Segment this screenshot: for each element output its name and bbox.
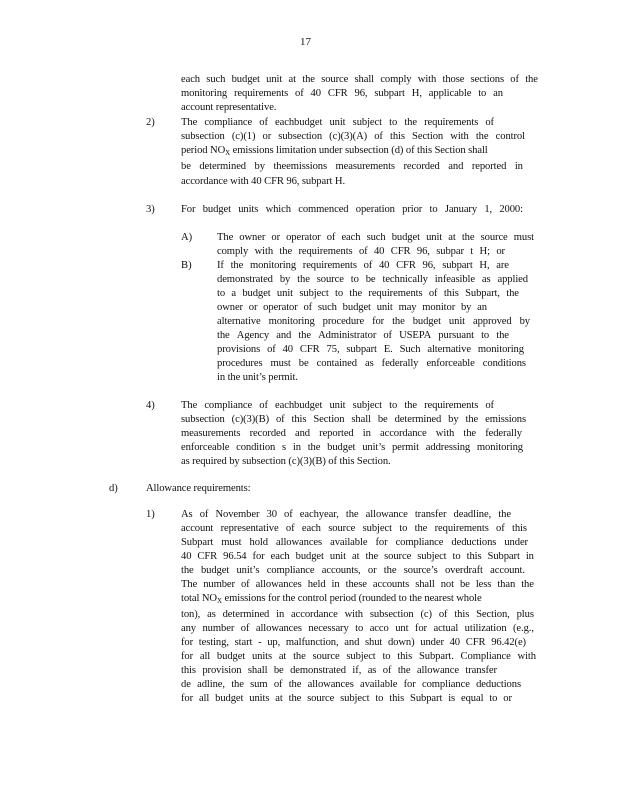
- item-number: 3): [146, 204, 155, 215]
- item-c3a-line: comply with the requirements of 40 CFR 96, subpar t H; or: [217, 246, 505, 257]
- item-c4-line: subsection (c)(3)(B) of this Section shall be determined by the emissions: [181, 414, 526, 425]
- item-d1-line: de adline, the sum of the allowances available for compliance deductions: [181, 679, 521, 690]
- item-c3b-line: If the monitoring requirements of 40 CFR 96, subpart H, are: [217, 260, 509, 271]
- item-d1-line: [181, 592, 538, 605]
- nox-label: total NO: [181, 593, 217, 604]
- item-number: 4): [146, 400, 155, 411]
- item-c3b-line: demonstrated by the source to be technically infeasible as applied: [217, 274, 528, 285]
- item-d1-line: ton), as determined in accordance with subsection (c) of this Section, plus: [181, 609, 534, 620]
- intro-line: each such budget unit at the source shall comply with those sections of the: [181, 74, 538, 85]
- item-number: 2): [146, 117, 155, 128]
- item-c2-line: accordance with 40 CFR 96, subpart H.: [181, 176, 346, 187]
- section-heading: Allowance requirements:: [146, 483, 251, 494]
- item-c4-line: The compliance of eachbudget unit subject to the requirements of: [181, 400, 494, 411]
- item-c3a-line: The owner or operator of each such budget unit at the source must: [217, 232, 534, 243]
- item-c3-text: For budget units which commenced operation prior to January 1, 2000:: [181, 204, 523, 215]
- nox-subscript: X: [225, 149, 231, 157]
- item-c3b-line: to a budget unit subject to the requirements of this Subpart, the: [217, 288, 519, 299]
- item-c4-line: as required by subsection (c)(3)(B) of this Section.: [181, 456, 391, 467]
- nox-subscript: X: [216, 597, 222, 605]
- item-c2-line-rest: emissions limitation under subsection (d) of this Section shall: [232, 145, 488, 156]
- item-d1-line: for all budget units at the source subject to this Subpart. Compliance with: [181, 651, 536, 662]
- item-d1-line: account representative of each source subject to the requirements of this: [181, 523, 527, 534]
- sub-letter: B): [181, 260, 192, 271]
- item-c3b-line: procedures must be contained as federally enforceable conditions: [217, 358, 526, 369]
- intro-line: monitoring requirements of 40 CFR 96, subpart H, applicable to an: [181, 88, 503, 99]
- item-d1-line: for testing, start - up, malfunction, and shut down) under 40 CFR 96.42(e): [181, 637, 526, 648]
- item-d1-line: for all budget units at the source subject to this Subpart is equal to or: [181, 693, 512, 704]
- nox-label: period NO: [181, 145, 226, 156]
- item-c2-line: subsection (c)(1) or subsection (c)(3)(A) of this Section with the control: [181, 131, 525, 142]
- item-c2-line: [181, 144, 538, 157]
- item-c4-line: enforceable condition s in the budget unit’s permit addressing monitoring: [181, 442, 523, 453]
- item-d1-line: As of November 30 of eachyear, the allowance transfer deadline, the: [181, 509, 511, 520]
- item-d1-line-rest: emissions for the control period (rounded to the nearest whole: [224, 593, 482, 604]
- item-d1-line: 40 CFR 96.54 for each budget unit at the source subject to this Subpart in: [181, 551, 534, 562]
- item-c2-line: The compliance of eachbudget unit subject to the requirements of: [181, 117, 494, 128]
- item-c3b-line: provisions of 40 CFR 75, subpart E. Such alternative monitoring: [217, 344, 524, 355]
- item-d1-line: Subpart must hold allowances available for compliance deductions under: [181, 537, 528, 548]
- sub-letter: A): [181, 232, 193, 243]
- item-d1-line: this provision shall be demonstrated if, as of the allowance transfer: [181, 665, 497, 676]
- section-letter: d): [109, 483, 118, 494]
- item-d1-line: any number of allowances necessary to acco unt for actual utilization (e.g.,: [181, 623, 534, 634]
- item-c2-line: be determined by theemissions measurements recorded and reported in: [181, 161, 523, 172]
- item-d1-line: the budget unit’s compliance accounts, or the source’s overdraft account.: [181, 565, 525, 576]
- page-number: 17: [300, 36, 311, 48]
- item-d1-line: The number of allowances held in these accounts shall not be less than the: [181, 579, 534, 590]
- item-c3b-line: in the unit’s permit.: [217, 372, 298, 383]
- item-c3b-line: the Agency and the Administrator of USEPA pursuant to the: [217, 330, 509, 341]
- item-c3b-line: alternative monitoring procedure for the budget unit approved by: [217, 316, 530, 327]
- item-c3b-line: owner or operator of such budget unit may monitor by an: [217, 302, 487, 313]
- item-c4-line: measurements recorded and reported in accordance with the federally: [181, 428, 522, 439]
- item-number: 1): [146, 509, 155, 520]
- intro-line: account representative.: [181, 102, 277, 113]
